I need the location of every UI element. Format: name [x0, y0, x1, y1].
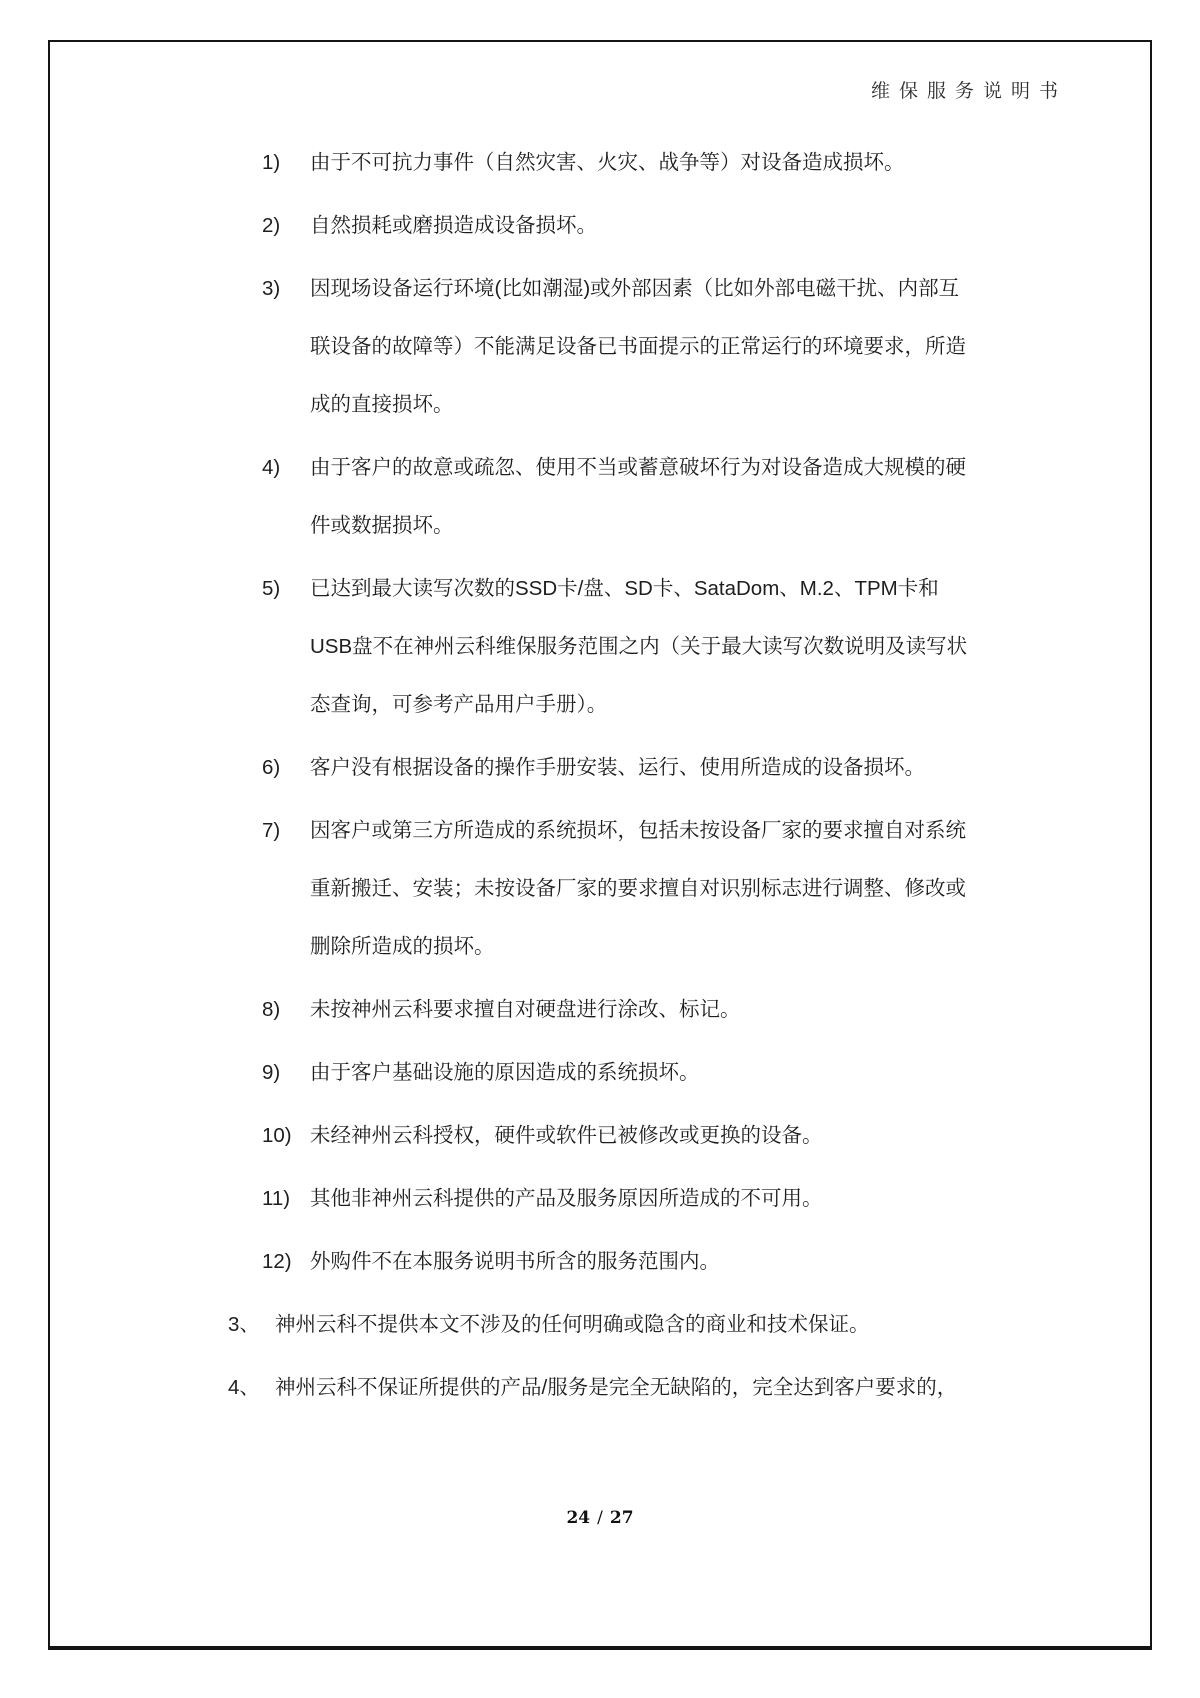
item-number: 8) — [262, 998, 281, 1021]
item-text-line: 由于客户基础设施的原因造成的系统损坏。 — [310, 1061, 700, 1084]
list-item — [228, 1296, 1200, 1354]
list-item — [262, 134, 1200, 192]
page-header — [871, 76, 1067, 103]
list-item — [262, 197, 1200, 255]
item-number: 2) — [262, 214, 281, 237]
item-text-line: 态查询，可参考产品用户手册）。 — [310, 693, 608, 716]
list-item — [262, 1170, 1200, 1228]
item-number: 9) — [262, 1061, 281, 1084]
header-title: 维保服务说明书 — [870, 80, 1067, 102]
item-text-line: 已达到最大读写次数的SSD卡/盘、SD卡、SataDom、M.2、TPM卡和 — [310, 577, 939, 600]
page-number-total: 27 — [609, 1508, 634, 1528]
page-footer — [0, 1508, 1200, 1528]
list-item — [228, 1359, 1200, 1417]
item-text-line: 神州云科不保证所提供的产品/服务是完全无缺陷的，完全达到客户要求的， — [275, 1376, 958, 1399]
item-number: 1) — [262, 151, 281, 174]
list-item — [262, 439, 1200, 555]
list-item — [262, 802, 1200, 976]
list-item — [262, 1107, 1200, 1165]
item-text-line: 神州云科不提供本文不涉及的任何明确或隐含的商业和技术保证。 — [275, 1313, 870, 1336]
item-text-line: 重新搬迁、安装；未按设备厂家的要求擅自对识别标志进行调整、修改或 — [310, 877, 966, 900]
item-text-line: 因现场设备运行环境(比如潮湿)或外部因素（比如外部电磁干扰、内部互 — [310, 277, 960, 300]
item-number: 5) — [262, 577, 281, 600]
item-text-line: 成的直接损坏。 — [310, 393, 454, 416]
item-text-line: 未经神州云科授权，硬件或软件已被修改或更换的设备。 — [310, 1124, 823, 1147]
item-text-line: 客户没有根据设备的操作手册安装、运行、使用所造成的设备损坏。 — [310, 756, 925, 779]
list-item — [262, 1044, 1200, 1102]
item-text-line: 由于客户的故意或疏忽、使用不当或蓄意破坏行为对设备造成大规模的硬 — [310, 456, 966, 479]
item-number: 12) — [262, 1250, 292, 1273]
item-number: 3、 — [228, 1313, 260, 1336]
item-number: 4) — [262, 456, 281, 479]
document-body — [0, 134, 1200, 1422]
item-text-line: 删除所造成的损坏。 — [310, 935, 495, 958]
outer-list — [228, 1296, 1200, 1417]
item-number: 11) — [262, 1187, 291, 1210]
list-item — [262, 560, 1200, 734]
item-number: 10) — [262, 1124, 292, 1147]
item-text-line: 由于不可抗力事件（自然灾害、火灾、战争等）对设备造成损坏。 — [310, 151, 905, 174]
list-item — [262, 1233, 1200, 1291]
page-number-separator: / — [597, 1508, 603, 1528]
list-item — [262, 739, 1200, 797]
item-text-line: 未按神州云科要求擅自对硬盘进行涂改、标记。 — [310, 998, 741, 1021]
list-item — [262, 260, 1200, 434]
list-item — [262, 981, 1200, 1039]
item-text-line: 自然损耗或磨损造成设备损坏。 — [310, 214, 597, 237]
page-number-current: 24 — [566, 1508, 591, 1528]
item-number: 7) — [262, 819, 281, 842]
item-number: 3) — [262, 277, 281, 300]
item-text-line: 外购件不在本服务说明书所含的服务范围内。 — [310, 1250, 720, 1273]
item-text-line: 联设备的故障等）不能满足设备已书面提示的正常运行的环境要求，所造 — [310, 335, 966, 358]
item-text-line: 其他非神州云科提供的产品及服务原因所造成的不可用。 — [310, 1187, 823, 1210]
item-number: 4、 — [228, 1376, 260, 1399]
item-number: 6) — [262, 756, 281, 779]
item-text-line: 件或数据损坏。 — [310, 514, 454, 537]
numbered-list — [262, 134, 1200, 1291]
item-text-line: USB盘不在神州云科维保服务范围之内（关于最大读写次数说明及读写状 — [310, 635, 968, 658]
item-text-line: 因客户或第三方所造成的系统损坏，包括未按设备厂家的要求擅自对系统 — [310, 819, 966, 842]
